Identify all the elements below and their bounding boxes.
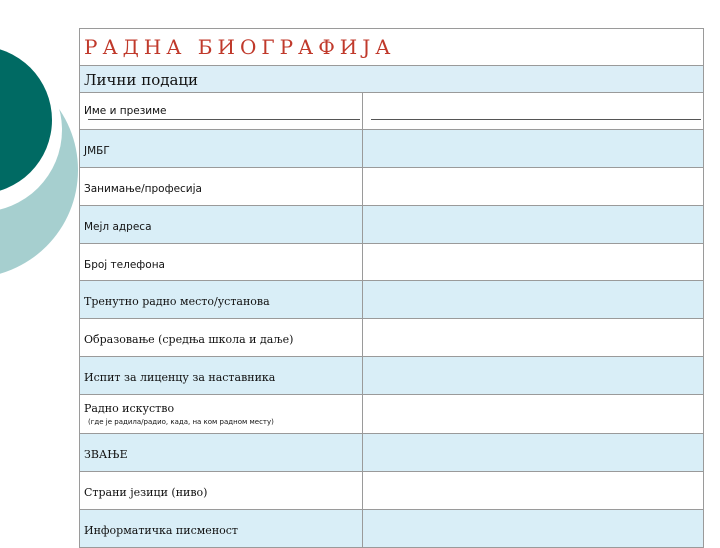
- table-row: [80, 434, 704, 472]
- decorative-circles: [0, 0, 80, 540]
- row-label: ЈМБГ: [84, 145, 110, 157]
- table-row: [80, 206, 704, 244]
- value-cell[interactable]: [363, 93, 704, 130]
- table-row: [80, 319, 704, 357]
- value-cell[interactable]: [363, 357, 704, 395]
- label-cell: [80, 357, 363, 395]
- value-cell[interactable]: [363, 472, 704, 510]
- label-cell: [80, 244, 363, 281]
- table-row: [80, 510, 704, 548]
- row-label: Занимање/професија: [84, 183, 202, 195]
- section-title: Лични подаци: [84, 70, 199, 89]
- value-cell[interactable]: [363, 130, 704, 168]
- table-row: [80, 281, 704, 319]
- table-row: [80, 395, 704, 434]
- value-cell[interactable]: [363, 319, 704, 357]
- table-row: [80, 93, 704, 130]
- value-cell[interactable]: [363, 168, 704, 206]
- table-row: [80, 244, 704, 281]
- label-cell: [80, 168, 363, 206]
- row-label: Радно искуство: [84, 402, 175, 415]
- table-row: [80, 130, 704, 168]
- value-cell[interactable]: [363, 395, 704, 434]
- label-cell: [80, 206, 363, 244]
- label-cell: [80, 281, 363, 319]
- decorative-circles-graphic: [0, 0, 80, 540]
- row-label: Страни језици (ниво): [84, 486, 208, 499]
- table-row: [80, 472, 704, 510]
- row-label: Мејл адреса: [84, 221, 152, 233]
- label-cell: [80, 395, 363, 434]
- label-cell: [80, 130, 363, 168]
- value-cell[interactable]: [363, 281, 704, 319]
- section-header: [80, 66, 704, 93]
- value-cell[interactable]: [363, 510, 704, 548]
- title-cell: [80, 29, 704, 66]
- value-cell[interactable]: [363, 244, 704, 281]
- row-label: Информатичка писменост: [84, 524, 239, 537]
- row-label: Име и презиме: [84, 105, 167, 117]
- label-cell: [80, 319, 363, 357]
- page-title: РАДНА БИОГРАФИЈА: [84, 35, 396, 59]
- value-cell[interactable]: [363, 434, 704, 472]
- biography-table: [79, 28, 704, 548]
- row-label: Тренутно радно место/установа: [84, 295, 270, 308]
- row-label: Испит за лиценцу за наставника: [84, 371, 276, 384]
- row-label: ЗВАЊЕ: [84, 448, 128, 461]
- value-cell[interactable]: [363, 206, 704, 244]
- table-row: [80, 357, 704, 395]
- label-cell: [80, 472, 363, 510]
- label-cell: [80, 434, 363, 472]
- row-label: Образовање (средња школа и даље): [84, 333, 294, 346]
- label-cell: [80, 510, 363, 548]
- row-note: (где је радила/радио, када, на ком радном месту): [88, 418, 274, 426]
- row-label: Број телефона: [84, 258, 165, 271]
- table-row: [80, 168, 704, 206]
- label-cell: [80, 93, 363, 130]
